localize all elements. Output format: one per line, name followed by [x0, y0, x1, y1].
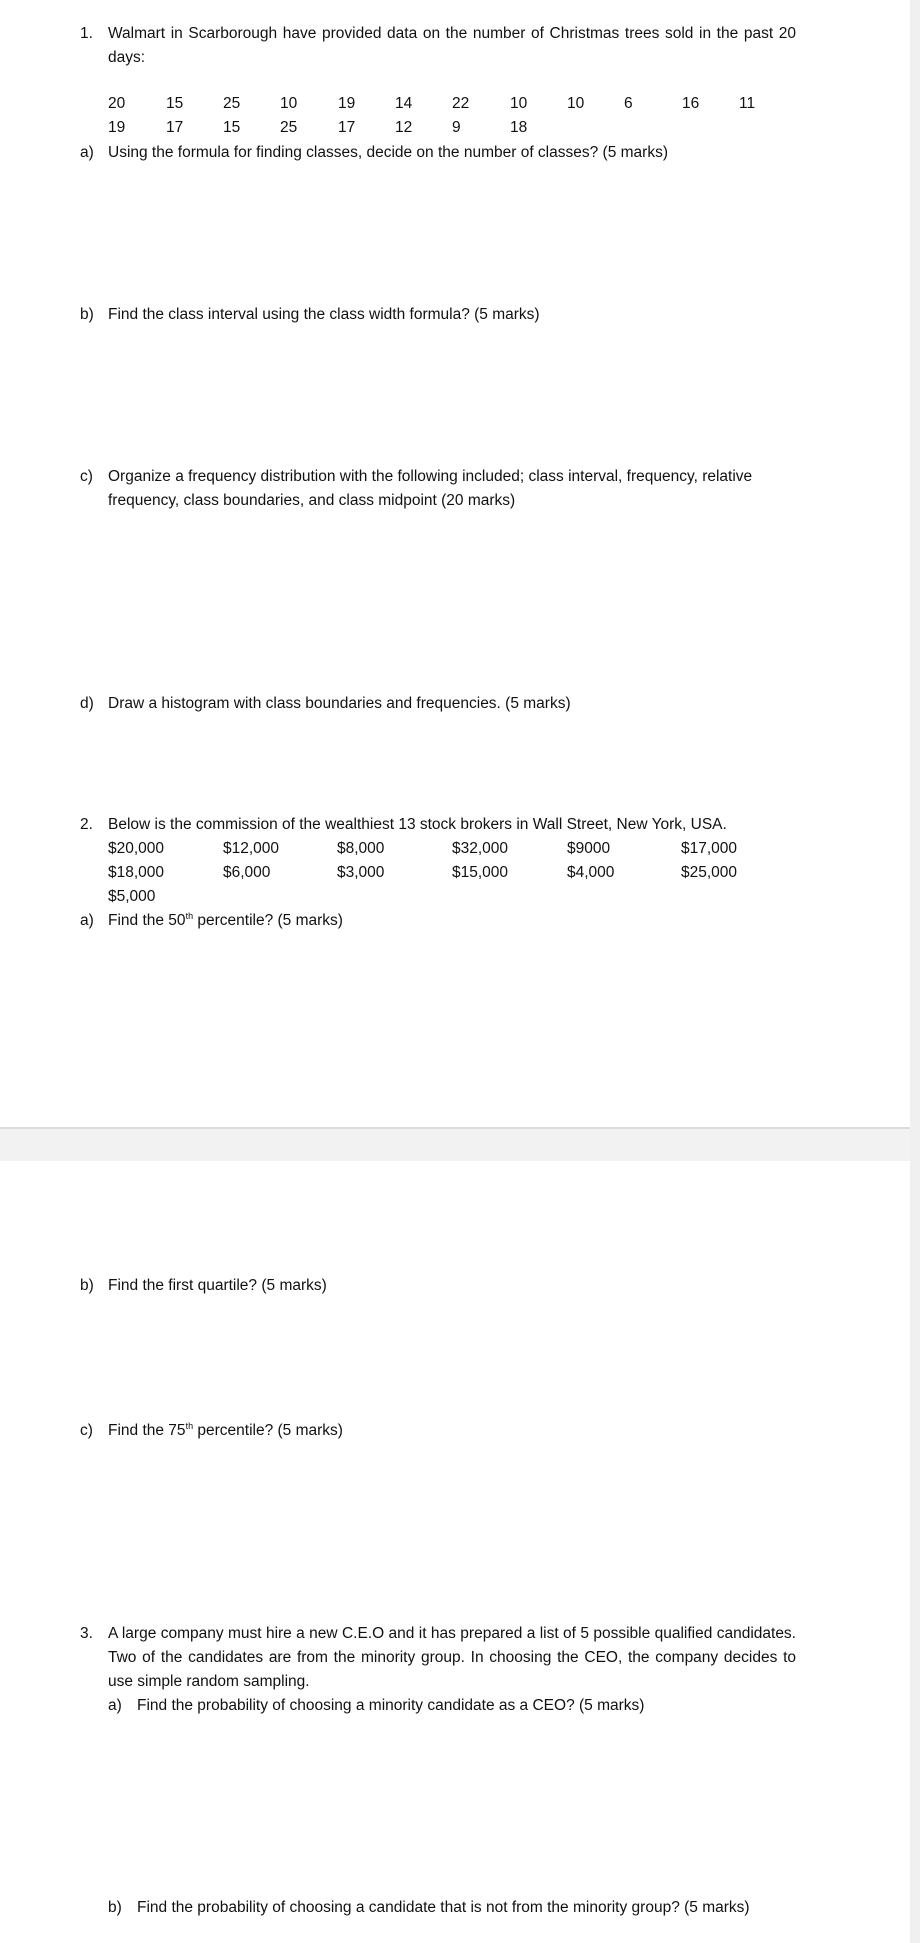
data-value: 20	[108, 95, 126, 112]
data-value: 19	[338, 95, 356, 112]
q2a-label: a)	[80, 912, 94, 929]
data-value: 18	[510, 119, 528, 136]
commission-value: $32,000	[452, 840, 509, 857]
q2-text: Below is the commission of the wealthiest 13 stock brokers in Wall Street, New York, USA.	[108, 816, 727, 833]
q3b-text: Find the probability of choosing a candidate that is not from the minority group? (5 marks)	[137, 1899, 750, 1916]
q1a-label: a)	[80, 144, 94, 161]
q3a-text: Find the probability of choosing a minority candidate as a CEO? (5 marks)	[137, 1697, 645, 1714]
commission-value: $17,000	[681, 840, 738, 857]
commission-value: $9000	[567, 840, 611, 857]
commission-value: $8,000	[337, 840, 385, 857]
q2c-label: c)	[80, 1422, 93, 1439]
data-value: 22	[452, 95, 470, 112]
commission-value: $4,000	[567, 864, 615, 881]
data-value: 11	[739, 95, 756, 112]
commission-value: $3,000	[337, 864, 385, 881]
q1b-text: Find the class interval using the class width formula? (5 marks)	[108, 306, 540, 323]
vertical-scrollbar[interactable]	[910, 0, 920, 1943]
q3a-label: a)	[108, 1697, 122, 1714]
q1-text: Walmart in Scarborough have provided data on the number of Christmas trees sold in the past 20 days:	[108, 25, 796, 66]
page-break	[0, 1127, 910, 1161]
q3b-label: b)	[108, 1899, 122, 1916]
q3-text: A large company must hire a new C.E.O and it has prepared a list of 5 possible qualified candidates. Two of the candidates are from the minority group. In choosing the CEO, the company decides to use simple random sampling.	[108, 1625, 796, 1690]
q1b-label: b)	[80, 306, 94, 323]
commission-value: $25,000	[681, 864, 738, 881]
commission-value: $5,000	[108, 888, 156, 905]
data-value: 15	[166, 95, 184, 112]
data-value: 17	[338, 119, 356, 136]
q1a-text: Using the formula for finding classes, decide on the number of classes? (5 marks)	[108, 144, 668, 161]
data-value: 10	[510, 95, 528, 112]
data-value: 6	[624, 95, 633, 112]
data-value: 9	[452, 119, 461, 136]
commission-value: $6,000	[223, 864, 271, 881]
q2b-text: Find the first quartile? (5 marks)	[108, 1277, 327, 1294]
data-value: 15	[223, 119, 241, 136]
q1d-label: d)	[80, 695, 94, 712]
q1-number: 1.	[80, 25, 93, 42]
data-value: 17	[166, 119, 184, 136]
q2c-text: Find the 75th percentile? (5 marks)	[108, 1421, 343, 1439]
data-value: 10	[567, 95, 585, 112]
commission-value: $15,000	[452, 864, 509, 881]
data-value: 25	[280, 119, 298, 136]
data-value: 14	[395, 95, 413, 112]
q2a-text: Find the 50th percentile? (5 marks)	[108, 911, 343, 929]
commission-value: $20,000	[108, 840, 165, 857]
q1d-text: Draw a histogram with class boundaries and frequencies. (5 marks)	[108, 695, 571, 712]
data-value: 12	[395, 119, 413, 136]
data-value: 16	[682, 95, 700, 112]
q2-number: 2.	[80, 816, 93, 833]
data-value: 19	[108, 119, 126, 136]
q2b-label: b)	[80, 1277, 94, 1294]
data-value: 10	[280, 95, 298, 112]
commission-value: $18,000	[108, 864, 165, 881]
commission-value: $12,000	[223, 840, 280, 857]
data-value: 25	[223, 95, 241, 112]
q1c-text: Organize a frequency distribution with the following included; class interval, frequency, relative frequency, class boundaries, and class midpoint (20 marks)	[108, 468, 753, 509]
q1c-label: c)	[80, 468, 93, 485]
q3-number: 3.	[80, 1625, 93, 1642]
